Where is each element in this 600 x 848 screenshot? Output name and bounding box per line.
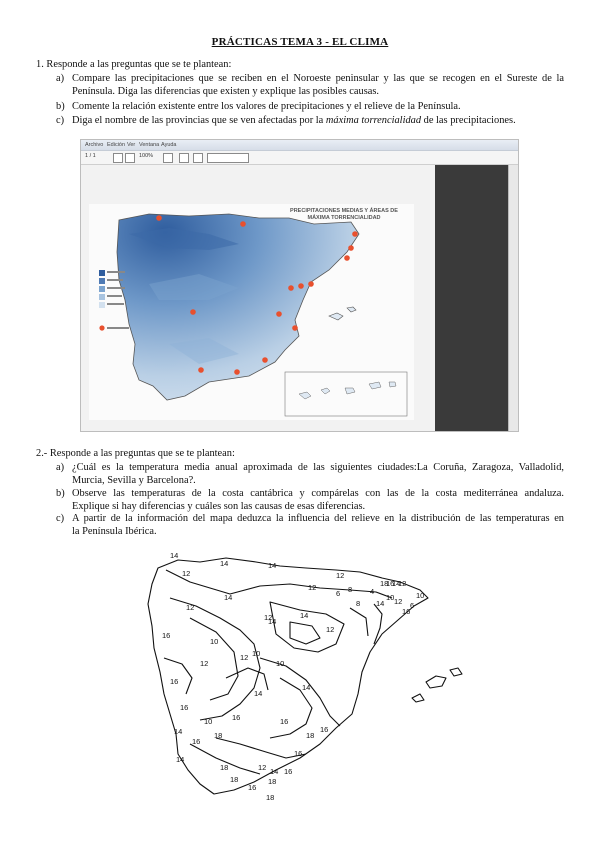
question-1-prompt [36, 58, 231, 71]
isotherm-label: 12 [258, 763, 267, 772]
isotherm-label: 14 [270, 767, 279, 776]
fit-page-icon [163, 153, 173, 163]
isotherm-label: 14 [268, 561, 277, 570]
isotherm-labels [162, 551, 424, 802]
isotherm-label: 14 [220, 559, 229, 568]
isotherm-label: 12 [398, 579, 407, 588]
isotherm-label: 10 [204, 717, 213, 726]
isotherm-label: 14 [302, 683, 311, 692]
question-2a-line1: ¿Cuál es la temperatura media anual aproximada de las siguientes ciudades:La Coruña, Zaragoza, Valladolid, [72, 462, 564, 473]
isotherm-label: 12 [394, 597, 403, 606]
precipitation-map [89, 204, 414, 420]
isotherm-label: 18 [306, 731, 315, 740]
question-1-text: Responde a las preguntas que se te plantean: [46, 59, 232, 70]
isotherm-label: 12 [240, 653, 249, 662]
fit-width-icon [179, 153, 189, 163]
menu-item: Archivo [85, 142, 104, 148]
isotherm-label: 14 [170, 551, 179, 560]
isotherm-map [130, 548, 490, 804]
question-2a-line2: Murcia, Sevilla y Barcelona?. [72, 475, 196, 486]
isotherm-label: 14 [174, 727, 183, 736]
isotherm-label: 16 [320, 725, 329, 734]
isotherm-label: 18 [268, 777, 277, 786]
isotherm-label: 16 [294, 749, 303, 758]
isotherm-label: 14 [376, 599, 385, 608]
question-1c-before: Diga el nombre de las provincias que se ven afectadas por la [72, 115, 326, 126]
menu-item: Ayuda [161, 142, 177, 148]
viewer-scrollbar [508, 165, 519, 431]
question-2-prompt [36, 447, 235, 460]
page-title: PRÁCTICAS TEMA 3 - EL CLIMA [211, 36, 389, 48]
question-2b [56, 487, 564, 513]
question-1b [56, 100, 564, 113]
question-1c-after: de las precipitaciones. [421, 115, 516, 126]
zoom-level: 100% [139, 153, 154, 159]
precipitation-map-screenshot [80, 139, 519, 432]
question-2b-line1: Observe las temperaturas de la costa cantábrica y compárelas con las de la costa mediterránea andaluza. [72, 488, 564, 499]
isotherm-label: 16 [162, 631, 171, 640]
isotherm-label: 12 [264, 613, 273, 622]
map-title-line2: MÁXIMA TORRENCIALIDAD [307, 215, 381, 221]
map-title [279, 208, 409, 222]
isotherm-label: 16 [192, 737, 201, 746]
isotherm-label: 14 [254, 689, 263, 698]
isotherm-label: 12 [336, 571, 345, 580]
isotherm-label: 14 [176, 755, 185, 764]
precipitation-map-page [89, 204, 414, 420]
viewer-toolbar [81, 151, 518, 165]
question-2c [56, 512, 564, 538]
viewer-side-panel [435, 165, 518, 431]
question-2-number: 2.- [36, 448, 48, 459]
isotherm-label: 14 [392, 579, 401, 588]
question-1a-line2: Península. Diga las diferencias que existen y explique las posibles causas. [72, 86, 380, 97]
isotherm-label: 10 [252, 649, 261, 658]
isotherm-label: 8 [348, 585, 353, 594]
question-2a-label: a) [56, 462, 65, 473]
isotherm-label: 10 [386, 593, 395, 602]
question-2a [56, 461, 564, 487]
question-2c-label: c) [56, 513, 65, 524]
question-2b-label: b) [56, 488, 65, 499]
isotherm-label: 6 [336, 589, 341, 598]
view-mode-select [207, 153, 249, 163]
isotherm-label: 10 [276, 659, 285, 668]
question-1a-line1: Compare las precipitaciones que se reciben en el Noroeste peninsular y las que se recogen en el Sureste de la [72, 73, 564, 84]
isotherm-label: 16 [170, 677, 179, 686]
isotherm-label: 18 [214, 731, 223, 740]
question-1b-text: Comente la relación existente entre los valores de precipitaciones y el relieve de la Península. [72, 101, 461, 112]
isotherm-label: 12 [326, 625, 335, 634]
question-2-text: Responde a las preguntas que se te plantean: [49, 448, 235, 459]
isotherm-label: 12 [182, 569, 191, 578]
isotherm-label: 12 [200, 659, 209, 668]
isotherm-label: 10 [416, 591, 425, 600]
isotherm-label: 16 [284, 767, 293, 776]
page-indicator: 1 / 1 [85, 153, 96, 159]
menu-item: Edición [107, 142, 126, 148]
question-1c-label: c) [56, 115, 65, 126]
question-1c-emphasis: máxima torrencialidad [325, 115, 422, 126]
map-title-line1: PRECIPITACIONES MEDIAS Y ÁREAS DE [290, 208, 398, 214]
isotherm-label: 12 [308, 583, 317, 592]
isotherm-label: 16 [180, 703, 189, 712]
isotherm-label: 16 [248, 783, 257, 792]
question-1a-label: a) [56, 73, 65, 84]
question-2c-line1: A partir de la información del mapa deduzca la influencia del relieve en la distribución de las temperaturas en [72, 513, 564, 524]
isotherm-label: 16 [232, 713, 241, 722]
isotherm-label: 18 [230, 775, 239, 784]
isotherm-label: 18 [380, 579, 389, 588]
question-1a [56, 72, 564, 98]
isotherm-label: 16 [386, 579, 395, 588]
question-1-number: 1. [36, 59, 44, 70]
isotherm-label: 16 [280, 717, 289, 726]
menu-item: Ver [127, 142, 136, 148]
menu-item: Ventana [139, 142, 160, 148]
question-1b-label: b) [56, 101, 65, 112]
isotherm-label: 14 [300, 611, 309, 620]
isotherm-label: 12 [186, 603, 195, 612]
zoom-out-icon [113, 153, 123, 163]
question-1c [56, 114, 564, 127]
isotherm-label: 14 [268, 617, 277, 626]
isotherm-label: 18 [266, 793, 275, 802]
viewer-menu-bar [81, 140, 518, 151]
select-tool-icon [193, 153, 203, 163]
isotherm-label: 14 [224, 593, 233, 602]
question-1c-text [72, 114, 564, 127]
isotherm-label: 10 [210, 637, 219, 646]
question-2c-line2: la Península Ibérica. [72, 526, 157, 537]
question-2b-line2: Explique si hay diferencias y cuáles son las causas de esas diferencias. [72, 501, 366, 512]
zoom-in-icon [125, 153, 135, 163]
isotherm-label: 4 [370, 587, 375, 596]
isotherm-label: 18 [220, 763, 229, 772]
isotherm-label: 16 [402, 607, 411, 616]
isotherm-label: 6 [410, 601, 415, 610]
isotherm-label: 8 [356, 599, 361, 608]
